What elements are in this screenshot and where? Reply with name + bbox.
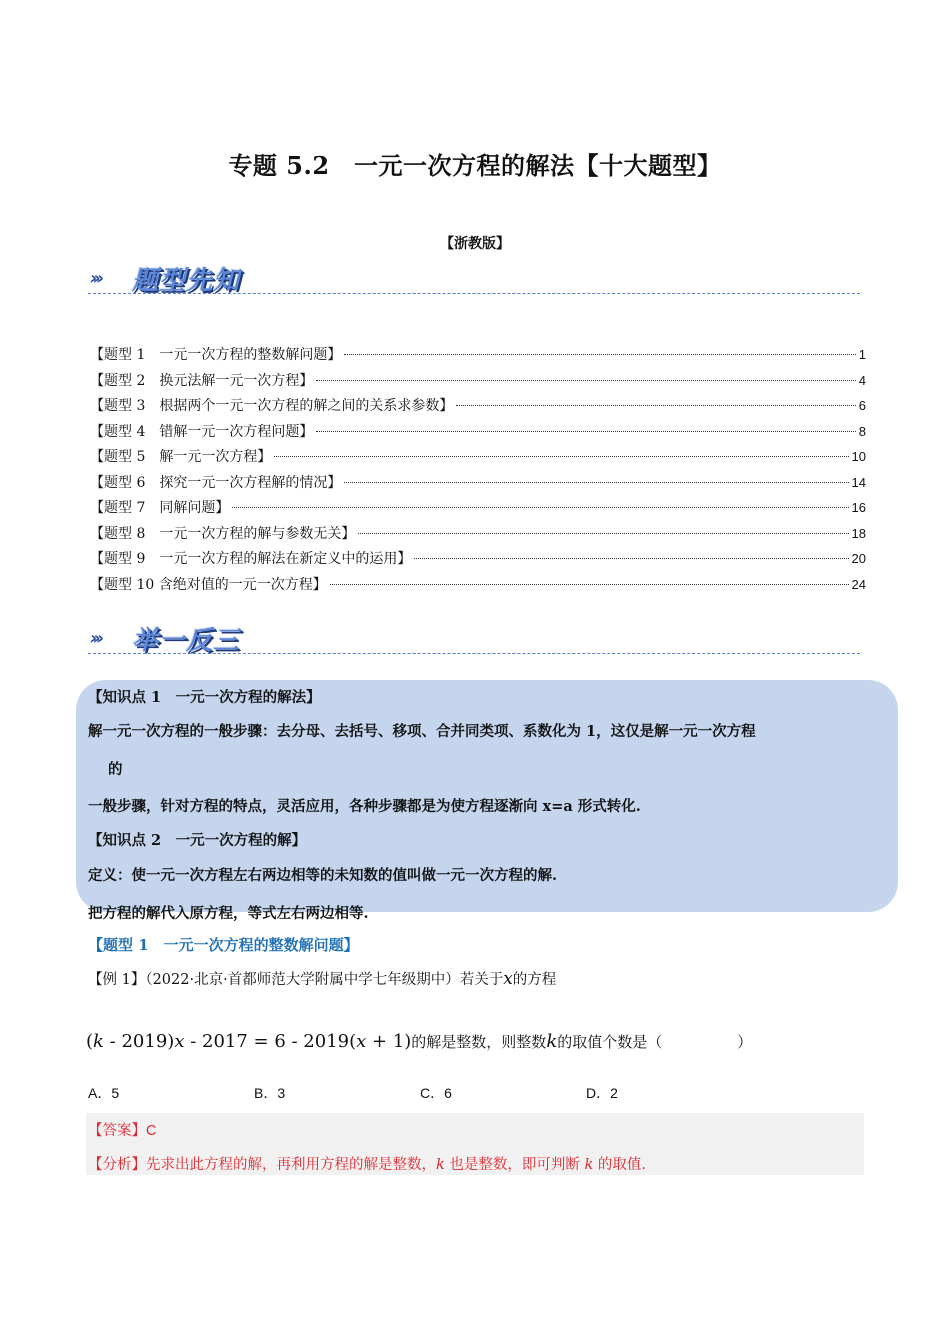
edition-label: 【浙教版】: [440, 236, 510, 252]
equation-part: - 2019): [103, 1031, 175, 1052]
answer-value: C: [146, 1123, 157, 1139]
analysis-text: 的取值.: [593, 1157, 647, 1173]
toc-leader: [456, 405, 855, 406]
toc-item-label: 【题型 3 根据两个一元一次方程的解之间的关系求参数】: [90, 398, 454, 414]
toc-item[interactable]: [90, 395, 866, 421]
knowledge-1-text-wrap: 的: [108, 761, 123, 778]
toc-item-page: 4: [858, 372, 866, 388]
question-type-title: 【题型 1 一元一次方程的整数解问题】: [88, 936, 359, 954]
toc-item[interactable]: [90, 574, 866, 600]
toc-item-label: 【题型 6 探究一元一次方程解的情况】: [90, 474, 342, 491]
toc-leader: [316, 431, 855, 432]
toc-leader: [358, 533, 848, 534]
answer-tag: 【答案】: [88, 1123, 146, 1139]
toc-item-page: 24: [851, 576, 866, 592]
toc-item-page: 16: [851, 500, 866, 515]
toc-item-page: 18: [851, 525, 866, 541]
analysis-text: 先求出此方程的解，再利用方程的解是整数，: [146, 1157, 436, 1173]
toc-item-page: 1: [858, 347, 866, 362]
analysis-var-k: k: [584, 1157, 594, 1173]
knowledge-1-title: 【知识点 1 一元一次方程的解法】: [88, 689, 321, 706]
toc-item-label: 【题型 1 一元一次方程的整数解问题】: [90, 347, 342, 363]
table-of-contents: [90, 344, 866, 599]
example-suffix: 的方程: [512, 972, 557, 988]
knowledge-2-definition: 定义：使一元一次方程左右两边相等的未知数的值叫做一元一次方程的解.: [88, 867, 558, 884]
toc-item[interactable]: [90, 548, 866, 574]
toc-item[interactable]: [90, 472, 866, 498]
toc-item-page: 6: [858, 398, 866, 413]
equation-var-k: k: [93, 1031, 104, 1052]
equation-var-k: k: [546, 1031, 558, 1052]
toc-item[interactable]: [90, 344, 866, 370]
toc-leader: [414, 558, 848, 559]
equation-var-x: x: [356, 1031, 367, 1052]
toc-item-label: 【题型 10 含绝对值的一元一次方程】: [90, 576, 327, 593]
banner-toc: [88, 258, 860, 298]
toc-item[interactable]: [90, 523, 866, 549]
banner-divider: [88, 653, 860, 654]
knowledge-1-text: 解一元一次方程的一般步骤：去分母、去括号、移项、合并同类项、系数化为 1，这仅是解一元一次方程: [88, 723, 756, 740]
arrows-icon: ›››: [90, 628, 101, 649]
knowledge-1-text-cont: 一般步骤，针对方程的特点，灵活应用，各种步骤都是为使方程逐渐向 x=a 形式转化.: [88, 798, 641, 815]
toc-item-page: 10: [851, 449, 866, 464]
toc-item-label: 【题型 4 错解一元一次方程问题】: [90, 423, 314, 440]
toc-item[interactable]: [90, 446, 866, 472]
example-prefix: 【例 1】（2022·北京·首都师范大学附属中学七年级期中）若关于: [88, 972, 504, 988]
toc-item[interactable]: [90, 370, 866, 396]
analysis-tag: 【分析】: [88, 1157, 146, 1173]
equation-line: [86, 1031, 752, 1052]
option-c[interactable]: C．6: [420, 1085, 452, 1101]
toc-item-page: 20: [851, 551, 866, 566]
analysis-line: [88, 1153, 646, 1174]
variable-x: x: [503, 969, 513, 989]
banner-toc-title: 题型先知: [132, 266, 241, 296]
knowledge-2-note: 把方程的解代入原方程，等式左右两边相等.: [88, 905, 369, 922]
option-d[interactable]: D．2: [586, 1085, 618, 1101]
document-title: 专题 5.2 一元一次方程的解法【十大题型】: [228, 151, 722, 180]
toc-leader: [330, 584, 849, 585]
equation-part: - 2017 = 6 - 2019(: [184, 1031, 357, 1052]
toc-item-label: 【题型 7 同解问题】: [90, 500, 230, 516]
toc-item[interactable]: [90, 421, 866, 447]
toc-leader: [344, 482, 848, 483]
toc-item-label: 【题型 8 一元一次方程的解与参数无关】: [90, 525, 356, 542]
equation-text: 的解是整数，则整数: [411, 1033, 547, 1051]
answer-line: [88, 1119, 156, 1140]
toc-item-page: 14: [851, 474, 866, 490]
analysis-var-k: k: [436, 1157, 445, 1173]
arrows-icon: ›››: [90, 268, 101, 289]
equation-text: 的取值个数是（ ）: [557, 1033, 753, 1051]
knowledge-2-title: 【知识点 2 一元一次方程的解】: [88, 832, 307, 849]
analysis-text: 也是整数，即可判断: [444, 1157, 585, 1173]
toc-item-label: 【题型 5 解一元一次方程】: [90, 449, 272, 465]
equation-var-x: x: [174, 1031, 185, 1052]
toc-leader: [316, 380, 855, 381]
option-b[interactable]: B．3: [254, 1085, 286, 1101]
banner-practice-title: 举一反三: [132, 626, 241, 656]
toc-item-page: 8: [858, 423, 866, 439]
toc-leader: [232, 507, 848, 508]
toc-item-label: 【题型 2 换元法解一元一次方程】: [90, 372, 314, 389]
equation-part: + 1): [366, 1031, 412, 1052]
banner-practice: [88, 618, 860, 658]
toc-leader: [344, 354, 855, 355]
equation-part: (: [86, 1031, 94, 1052]
toc-item-label: 【题型 9 一元一次方程的解法在新定义中的运用】: [90, 551, 412, 567]
banner-divider: [88, 293, 860, 294]
toc-leader: [274, 456, 848, 457]
toc-item[interactable]: [90, 497, 866, 523]
example-stem: [88, 968, 556, 989]
option-a[interactable]: A．5: [88, 1085, 120, 1101]
